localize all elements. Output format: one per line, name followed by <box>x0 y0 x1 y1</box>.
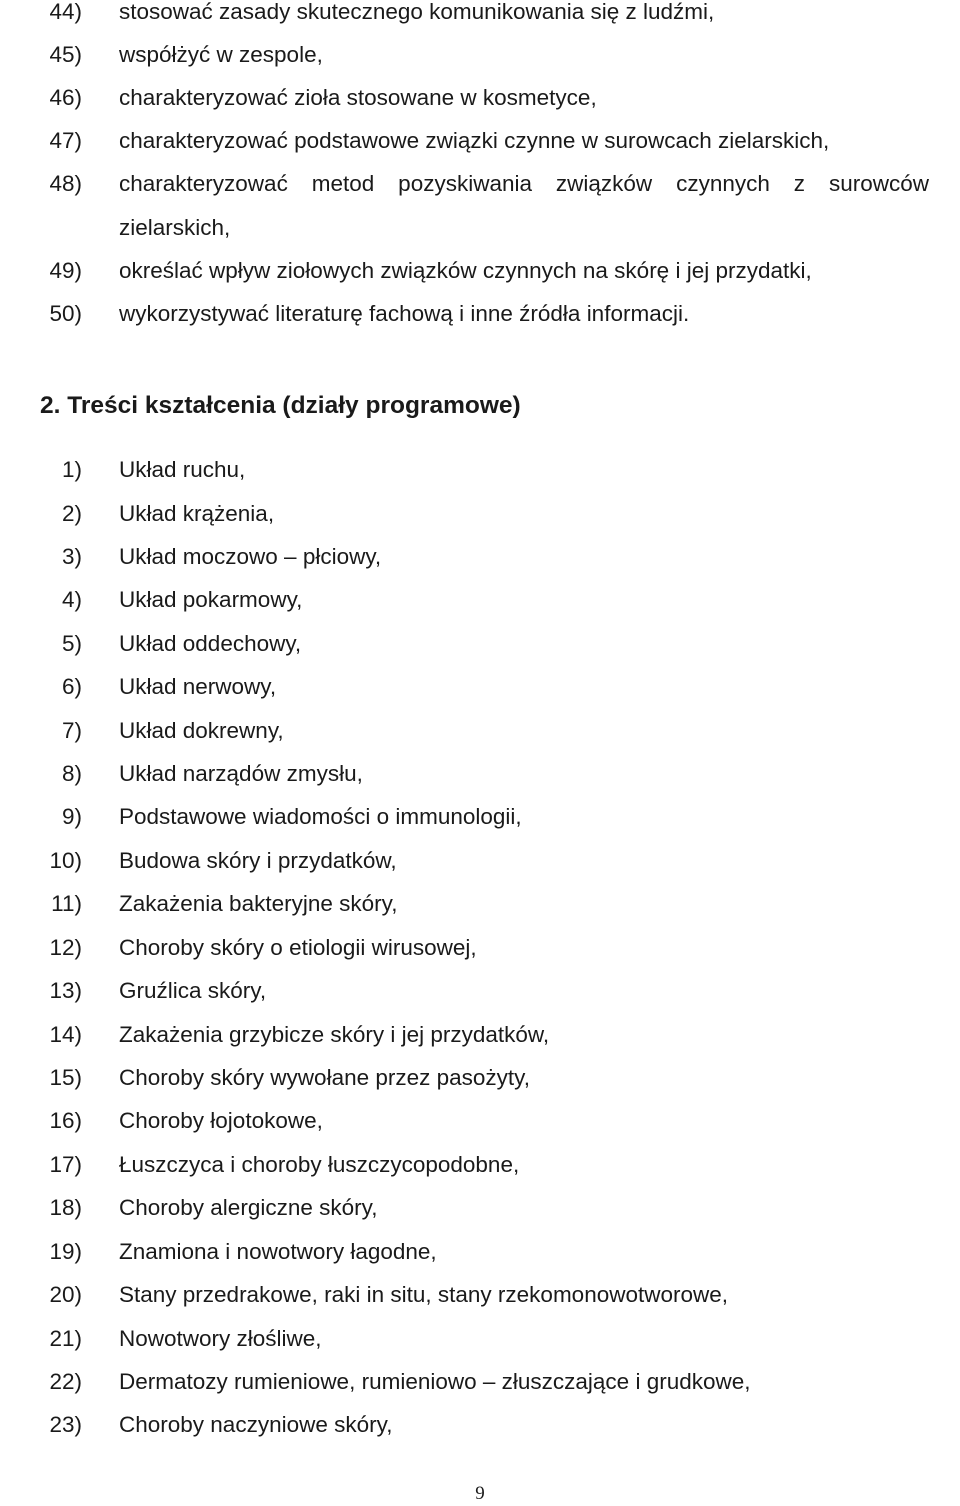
list-item-text: Układ ruchu, <box>119 457 246 482</box>
list-item-text: Choroby naczyniowe skóry, <box>119 1412 393 1437</box>
list-item-number: 14) <box>49 1022 82 1047</box>
list-item <box>0 670 960 704</box>
list-item <box>0 714 960 748</box>
list-item <box>0 1061 960 1095</box>
list-item <box>0 583 960 617</box>
list-item <box>0 81 960 115</box>
list-item-text: Znamiona i nowotwory łagodne, <box>119 1239 437 1264</box>
list-item-number: 23) <box>49 1412 82 1437</box>
list-item <box>0 1191 960 1225</box>
list-item <box>0 297 960 331</box>
section-heading: 2. Treści kształcenia (działy programowe) <box>40 392 521 419</box>
list-item-text: współżyć w zespole, <box>119 42 323 67</box>
list-item-text: określać wpływ ziołowych związków czynnych na skórę i jej przydatki, <box>119 258 812 283</box>
list-item-number: 44) <box>49 0 82 24</box>
list-item <box>0 38 960 72</box>
list-item <box>0 627 960 661</box>
list-item-text: Układ nerwowy, <box>119 674 277 699</box>
list-item-text: Układ oddechowy, <box>119 631 302 656</box>
list-item-number: 21) <box>49 1326 82 1351</box>
list-item-text: Zakażenia bakteryjne skóry, <box>119 891 398 916</box>
list-item-number: 3) <box>61 544 82 569</box>
list-item-continuation: zielarskich, <box>119 215 231 240</box>
list-item <box>0 887 960 921</box>
list-item-number: 22) <box>49 1369 82 1394</box>
list-item-text: Budowa skóry i przydatków, <box>119 848 397 873</box>
list-item-text: charakteryzować metod pozyskiwania związków czynnych z surowców <box>119 171 929 196</box>
list-item-text: Choroby skóry wywołane przez pasożyty, <box>119 1065 530 1090</box>
list-item-text: Dermatozy rumieniowe, rumieniowo – złuszczające i grudkowe, <box>119 1369 751 1394</box>
list-item-number: 45) <box>49 42 82 67</box>
list-item-text: wykorzystywać literaturę fachową i inne źródła informacji. <box>119 301 690 326</box>
list-item-text: Układ krążenia, <box>119 501 275 526</box>
list-item-number: 13) <box>49 978 82 1003</box>
list-item <box>0 844 960 878</box>
list-item-text: Choroby alergiczne skóry, <box>119 1195 378 1220</box>
list-item-number: 46) <box>49 85 82 110</box>
list-item-text: Układ dokrewny, <box>119 718 284 743</box>
list-item-text: Zakażenia grzybicze skóry i jej przydatków, <box>119 1022 550 1047</box>
list-item <box>0 974 960 1008</box>
list-item-text: Układ pokarmowy, <box>119 587 303 612</box>
list-item <box>0 757 960 791</box>
list-item-number: 20) <box>49 1282 82 1307</box>
list-item-number: 47) <box>49 128 82 153</box>
list-item-number: 6) <box>61 674 82 699</box>
list-item-number: 2) <box>61 501 82 526</box>
page-number: 9 <box>475 1483 485 1504</box>
list-item <box>0 124 960 158</box>
list-item <box>0 0 960 29</box>
list-item-text: Układ narządów zmysłu, <box>119 761 363 786</box>
list-item-number: 49) <box>49 258 82 283</box>
list-item <box>0 497 960 531</box>
list-item <box>0 254 960 288</box>
list-item-number: 17) <box>49 1152 82 1177</box>
list-item <box>0 1408 960 1442</box>
list-item-text: Choroby skóry o etiologii wirusowej, <box>119 935 477 960</box>
list-item <box>0 453 960 487</box>
list-item-number: 48) <box>49 171 82 196</box>
list-item-text: Podstawowe wiadomości o immunologii, <box>119 804 522 829</box>
list-item <box>0 1322 960 1356</box>
list-item-number: 15) <box>49 1065 82 1090</box>
list-item <box>0 1365 960 1399</box>
list-item-text: Stany przedrakowe, raki in situ, stany rzekomonowotworowe, <box>119 1282 729 1307</box>
list-item-text: Układ moczowo – płciowy, <box>119 544 382 569</box>
list-item <box>0 540 960 574</box>
list-item <box>0 1148 960 1182</box>
list-item-number: 18) <box>49 1195 82 1220</box>
list-item-number: 8) <box>61 761 82 786</box>
list-item-text: Gruźlica skóry, <box>119 978 267 1003</box>
list-item-number: 10) <box>49 848 82 873</box>
list-item-number: 5) <box>61 631 82 656</box>
list-item-number: 11) <box>51 891 82 916</box>
list-item-text: Łuszczyca i choroby łuszczycopodobne, <box>119 1152 520 1177</box>
list-item-number: 16) <box>49 1108 82 1133</box>
list-item-text: charakteryzować podstawowe związki czynne w surowcach zielarskich, <box>119 128 830 153</box>
list-item-number: 9) <box>61 804 82 829</box>
list-item-text: stosować zasady skutecznego komunikowania się z ludźmi, <box>119 0 715 24</box>
list-item <box>0 1018 960 1052</box>
list-item-number: 50) <box>49 301 82 326</box>
list-item <box>0 800 960 834</box>
list-item-number: 4) <box>61 587 82 612</box>
list-item-number: 19) <box>49 1239 82 1264</box>
list-item <box>0 1278 960 1312</box>
list-item <box>0 1235 960 1269</box>
list-item-number: 12) <box>49 935 82 960</box>
list-item <box>0 167 960 201</box>
list-item <box>0 1104 960 1138</box>
list-item <box>0 931 960 965</box>
list-item-text: Nowotwory złośliwe, <box>119 1326 322 1351</box>
list-item-number: 7) <box>61 718 82 743</box>
list-item-text: charakteryzować zioła stosowane w kosmetyce, <box>119 85 597 110</box>
list-item-number: 1) <box>61 457 82 482</box>
list-item-text: Choroby łojotokowe, <box>119 1108 323 1133</box>
